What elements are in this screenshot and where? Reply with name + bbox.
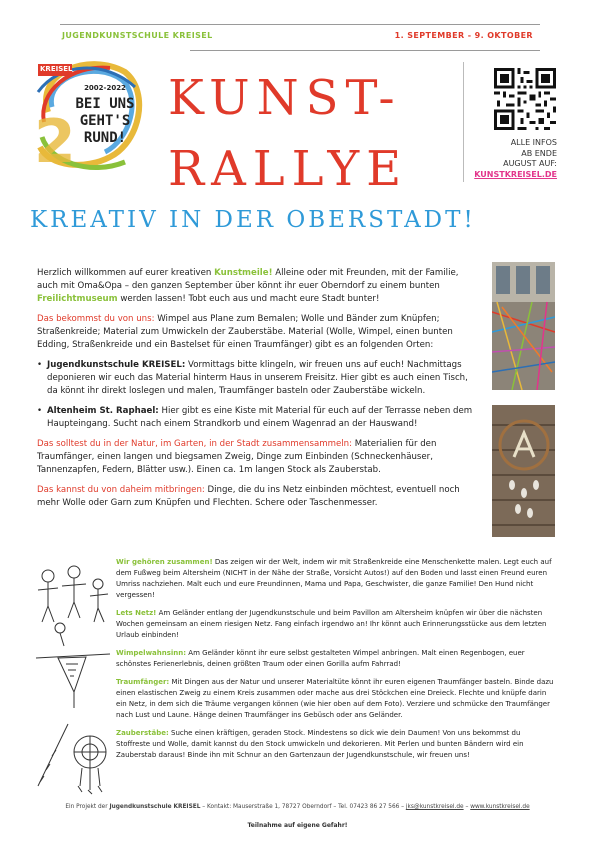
photo-net-icon: [492, 262, 555, 390]
intro-text1: Herzlich willkommen auf eurer kreativen: [37, 268, 215, 278]
svg-text:2: 2: [34, 107, 76, 177]
info-box: [474, 138, 557, 180]
header-dates: 1. SEPTEMBER - 9. OKTOBER: [394, 31, 533, 40]
bekommst-paragraph: [37, 313, 477, 352]
intro-highlight-kunstmeile: Kunstmeile!: [214, 268, 273, 278]
footer-separator: –: [463, 804, 471, 810]
intro-paragraph: [37, 267, 477, 306]
qr-code-icon[interactable]: [494, 68, 556, 130]
activity-item: [116, 728, 556, 761]
sketch-pennant-icon: [34, 652, 112, 712]
logo-slogan-line2: GEHT'S: [79, 113, 131, 129]
place-name: Altenheim St. Raphael:: [47, 406, 159, 416]
footer-web-link[interactable]: www.kunstkreisel.de: [470, 804, 530, 810]
sammeln-paragraph: [37, 438, 477, 477]
logo-years: 2002-2022: [84, 84, 126, 92]
place-text: Hier gibt es eine Kiste mit Material für euch auf der Terrasse neben dem Haupteingang. Sucht nach einem Strandkorb und einem Wagenrad an der Hauswand!: [47, 406, 473, 429]
activity-text: Mit Dingen aus der Natur und unserer Materialtüte könnt ihr euren eigenen Traumfänger basteln. Binde dazu einen elastischen Zweig zu einem Kreis zusammen oder mache aus drei Stöckchen eine Dreieck. Flechte und knüpfe darin ein Netz, in dem sich die Träume vergangen können (wie hier oben auf dem Foto). Verziere und schmücke den Traumfänger nach Lust und Laune. Hänge deinen Traumfänger ins Gebüsch oder ans Geländer.: [116, 678, 554, 719]
activities-section: [116, 557, 556, 768]
info-line3: AUGUST AUF:: [503, 159, 557, 168]
subtitle: KREATIV IN DER OBERSTADT!: [30, 207, 476, 233]
mitbringen-text: Dinge, die du ins Netz einbinden möchtest, eventuell noch mehr Wolle oder Garn zum Knüpfen und Flechten. Schere oder Taschenmesser.: [37, 485, 460, 508]
info-website-link[interactable]: KUNSTKREISEL.DE: [474, 169, 557, 179]
footer-address: – Kontakt: Mauserstraße 1, 78727 Oberndorf – Tel. 07423 86 27 566 –: [200, 804, 406, 810]
activity-text: Am Geländer entlang der Jugendkunstschule und beim Pavillon am Altersheim knüpfen wir über die nächsten Wochen gemeinsam an einem riesigen Netz. Fang einfach irgendwo an! Ihr könnt auch Erinnerungsstücke aus dem letzten Urlaub einbinden!: [116, 609, 547, 639]
bullet-icon: •: [37, 406, 43, 416]
logo-slogan-line1: BEI UNS: [75, 96, 135, 112]
bullet-icon: •: [37, 360, 43, 370]
kreisel-anniversary-logo: [30, 52, 145, 182]
place-name: Jugendkunstschule KREISEL:: [47, 360, 186, 370]
info-line2: AB ENDE: [521, 148, 557, 158]
photo-dreamcatcher-icon: [492, 405, 555, 537]
sammeln-label: Das solltest du in der Natur, im Garten, in der Stadt zusammensammeln:: [37, 439, 352, 449]
top-rule: [60, 24, 540, 25]
intro-highlight-freilichtmuseum: Freilichtmuseum: [37, 294, 118, 304]
intro-text2: Alleine oder mit Freunden, mit der Familie, auch mit Oma&Opa – den ganzen September über könnt ihr euer Oberndorf zu einem bunten: [37, 268, 459, 291]
activity-item: [116, 648, 556, 670]
title-line2: RALLYE: [168, 141, 409, 197]
mitbringen-paragraph: [37, 484, 477, 510]
activity-item: [116, 608, 556, 641]
header-rule: [190, 50, 540, 51]
activity-label: Traumfänger:: [116, 678, 170, 686]
activity-label: Wimpelwahnsinn:: [116, 649, 187, 657]
logo-tag: KREISEL: [40, 65, 73, 73]
activity-label: Lets Netz!: [116, 609, 157, 617]
sketch-dreamcatcher-icon: [34, 716, 112, 796]
logo-slogan-line3: RUND!: [83, 130, 127, 146]
activity-text: Das zeigen wir der Welt, indem wir mit Straßenkreide eine Menschenkette malen. Legt euch auf dem Fußweg beim Altersheim (NICHT in der Nähe der Straße, Vorsicht Autos!) auf den Boden und lasst einen Freund euren Umriss nachziehen. Malt euch und eure Freundinnen, Mama und Papa, Geschwister, die ganze Familie! Den Hund nicht vergessen!: [116, 558, 552, 599]
footer-note: Teilnahme auf eigene Gefahr!: [247, 822, 348, 829]
vertical-divider: [463, 62, 464, 182]
activity-label: Wir gehören zusammen!: [116, 558, 213, 566]
mitbringen-label: Das kannst du von daheim mitbringen:: [37, 485, 205, 495]
place-item: [37, 359, 477, 398]
info-line1: ALLE INFOS: [510, 138, 557, 147]
footer-contact: [0, 804, 595, 810]
activity-item: [116, 557, 556, 601]
intro-text3: werden lassen! Tobt euch aus und macht eure Stadt bunter!: [117, 294, 380, 304]
bekommst-text: Wimpel aus Plane zum Bemalen; Wolle und Bänder zum Knüpfen; Straßenkreide; Material zum Umwickeln der Zauberstäbe. Material (Wolle, Wimpel, einen bunten Edding, Straßenkreide und ein Bastelset für einen Traumfänger) gibt es an folgenden Orten:: [37, 314, 453, 350]
sketch-people-icon: [34, 558, 112, 648]
header-org: JUGENDKUNSTSCHULE KREISEL: [62, 31, 213, 40]
main-text: [37, 267, 477, 517]
activity-text: Suche einen kräftigen, geraden Stock. Mindestens so dick wie dein Daumen! Von uns bekommst du Stoffreste und Wolle, damit kannst du den Stock umwickeln und dekorieren. Mit Perlen und bunten Bändern wird ein Zauberstab daraus! Binde ihn mit Schnur an den Gartenzaun der Jugendkunstschule, wir freuen uns!: [116, 729, 524, 759]
footer-prefix: Ein Projekt der: [65, 804, 110, 810]
activity-item: [116, 677, 556, 721]
sammeln-text: Materialien für den Traumfänger, einen langen und biegsamen Zweig, Dinge zum Einbinden (Schneckenhäuser, Tannenzapfen, Federn, Blätter usw.). Einen ca. 1m langen Stock als Zauberstab.: [37, 439, 437, 475]
activity-text: Am Geländer könnt ihr eure selbst gestalteten Wimpel anbringen. Malt einen Regenbogen, euer schönstes Ferienerlebnis, deinen größten Traum oder einen Gorilla aufm Fahrrad!: [116, 649, 525, 668]
bekommst-label: Das bekommst du von uns:: [37, 314, 155, 324]
footer-email-link[interactable]: jks@kunstkreisel.de: [405, 804, 464, 810]
activity-label: Zauberstäbe:: [116, 729, 169, 737]
footer-org: Jugendkunstschule KREISEL: [109, 804, 201, 810]
title-line1: KUNST-: [168, 70, 402, 126]
place-item: [37, 405, 477, 431]
place-text: Vormittags bitte klingeln, wir freuen uns auf euch! Nachmittags deponieren wir euch das Material hinterm Haus in unserem Freisitz. Hier gibt es auch einen Tisch, da könnt ihr direkt loslegen und malen, Traumfänger basteln oder Zauberstäbe wickeln.: [47, 360, 468, 396]
logo-slogan: [68, 96, 142, 147]
